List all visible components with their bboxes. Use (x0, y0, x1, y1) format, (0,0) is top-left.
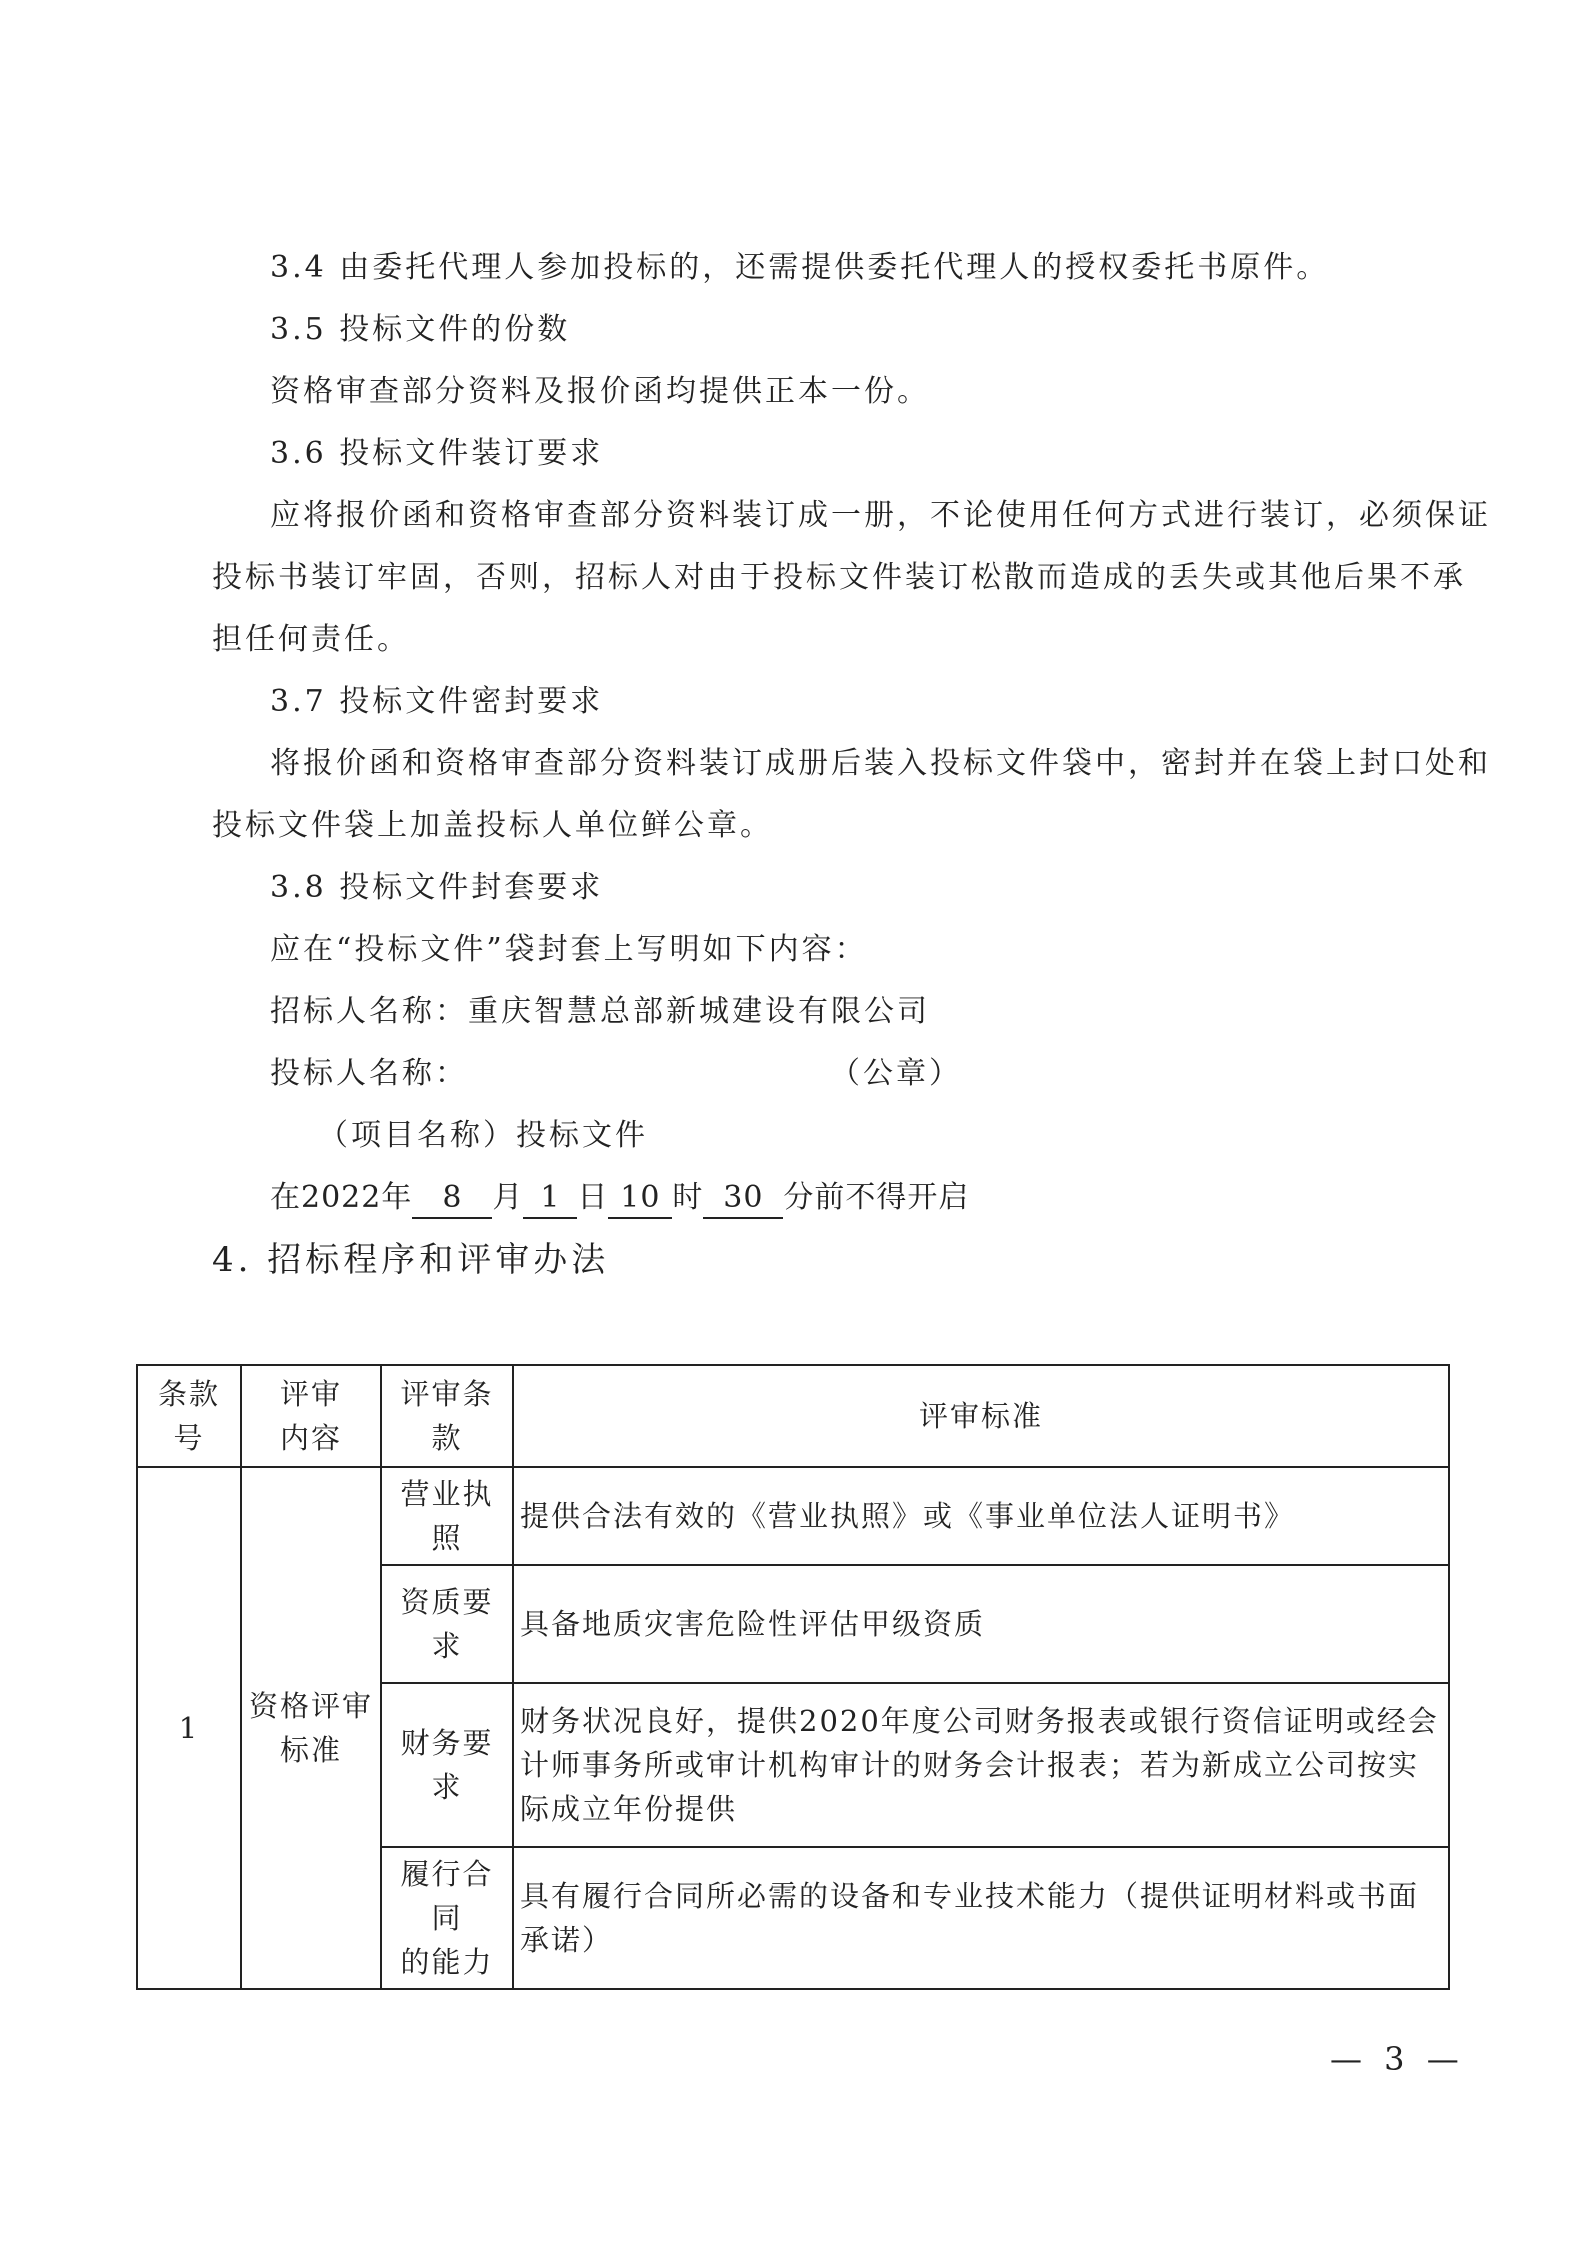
heading-3-8: 3.8 投标文件封套要求 (270, 870, 604, 905)
standard-financial: 财务状况良好，提供2020年度公司财务报表或银行资信证明或经会计师事务所或审计机构审计的财务会计报表；若为新成立公司按实际成立年份提供 (513, 1683, 1449, 1847)
paragraph-3-6-line-1: 应将报价函和资格审查部分资料装订成一册，不论使用任何方式进行装订，必须保证 (270, 498, 1491, 533)
paragraph-3-5-body: 资格审查部分资料及报价函均提供正本一份。 (270, 374, 930, 409)
paragraph-3-7-line-2: 投标文件袋上加盖投标人单位鲜公章。 (212, 808, 773, 843)
tenderer-name-line: 招标人名称：重庆智慧总部新城建设有限公司 (270, 994, 930, 1029)
evaluation-criteria-table (136, 1364, 1450, 1990)
paragraph-3-8-body: 应在“投标文件”袋封套上写明如下内容： (270, 932, 868, 967)
heading-3-6: 3.6 投标文件装订要求 (270, 436, 604, 471)
table-header-row (137, 1365, 1449, 1467)
standard-qualification: 具备地质灾害危险性评估甲级资质 (513, 1565, 1449, 1683)
standard-contract-capability: 具有履行合同所必需的设备和专业技术能力（提供证明材料或书面承诺） (513, 1847, 1449, 1989)
heading-3-5: 3.5 投标文件的份数 (270, 312, 571, 347)
standard-business-license: 提供合法有效的《营业执照》或《事业单位法人证明书》 (513, 1467, 1449, 1565)
date-day-unit: 日 (577, 1180, 609, 1215)
header-review-standard: 评审标准 (513, 1365, 1449, 1467)
item-contract-capability-line-2: 的能力 (400, 1945, 494, 1979)
item-qualification: 资质要求 (381, 1565, 513, 1683)
date-suffix: 分前不得开启 (783, 1180, 970, 1215)
paragraph-3-7-line-1: 将报价函和资格审查部分资料装订成册后装入投标文件袋中，密封并在袋上封口处和 (270, 746, 1491, 781)
item-financial: 财务要求 (381, 1683, 513, 1847)
date-month: 8 (412, 1179, 492, 1219)
header-clause-no: 条款号 (137, 1365, 241, 1467)
header-review-content-line-2: 内容 (279, 1421, 342, 1455)
item-business-license: 营业执照 (381, 1467, 513, 1565)
paragraph-3-6-line-3: 担任何责任。 (212, 622, 410, 657)
header-review-item: 评审条款 (381, 1365, 513, 1467)
bidder-seal-label: （公章） (830, 1056, 962, 1091)
heading-3-7: 3.7 投标文件密封要求 (270, 684, 604, 719)
bidder-name-label: 投标人名称： (270, 1056, 468, 1091)
paragraph-3-4: 3.4 由委托代理人参加投标的，还需提供委托代理人的授权委托书原件。 (270, 250, 1330, 285)
date-hour: 10 (608, 1179, 672, 1219)
section-title: 4. 招标程序和评审办法 (212, 1240, 610, 1280)
date-minute: 30 (703, 1179, 783, 1219)
item-contract-capability-line-1: 履行合同 (400, 1857, 494, 1935)
header-review-content-line-1: 评审 (279, 1377, 342, 1411)
page-number: — 3 — (1330, 2040, 1465, 2078)
project-name-line: （项目名称）投标文件 (318, 1118, 648, 1153)
date-month-unit: 月 (492, 1180, 524, 1215)
clause-number-cell: 1 (137, 1467, 241, 1989)
date-hour-unit: 时 (672, 1180, 704, 1215)
table-row (137, 1467, 1449, 1565)
paragraph-3-6-line-2: 投标书装订牢固，否则，招标人对由于投标文件装订松散而造成的丢失或其他后果不承 (212, 560, 1466, 595)
review-content-cell (241, 1467, 381, 1989)
review-content-line-1: 资格评审 (248, 1689, 373, 1723)
bidder-name-line (270, 1046, 1500, 1102)
header-review-content (241, 1365, 381, 1467)
review-content-line-2: 标准 (279, 1733, 342, 1767)
date-day: 1 (523, 1179, 577, 1219)
item-contract-capability (381, 1847, 513, 1989)
opening-date-line (270, 1170, 1500, 1226)
date-prefix: 在2022年 (270, 1180, 413, 1215)
